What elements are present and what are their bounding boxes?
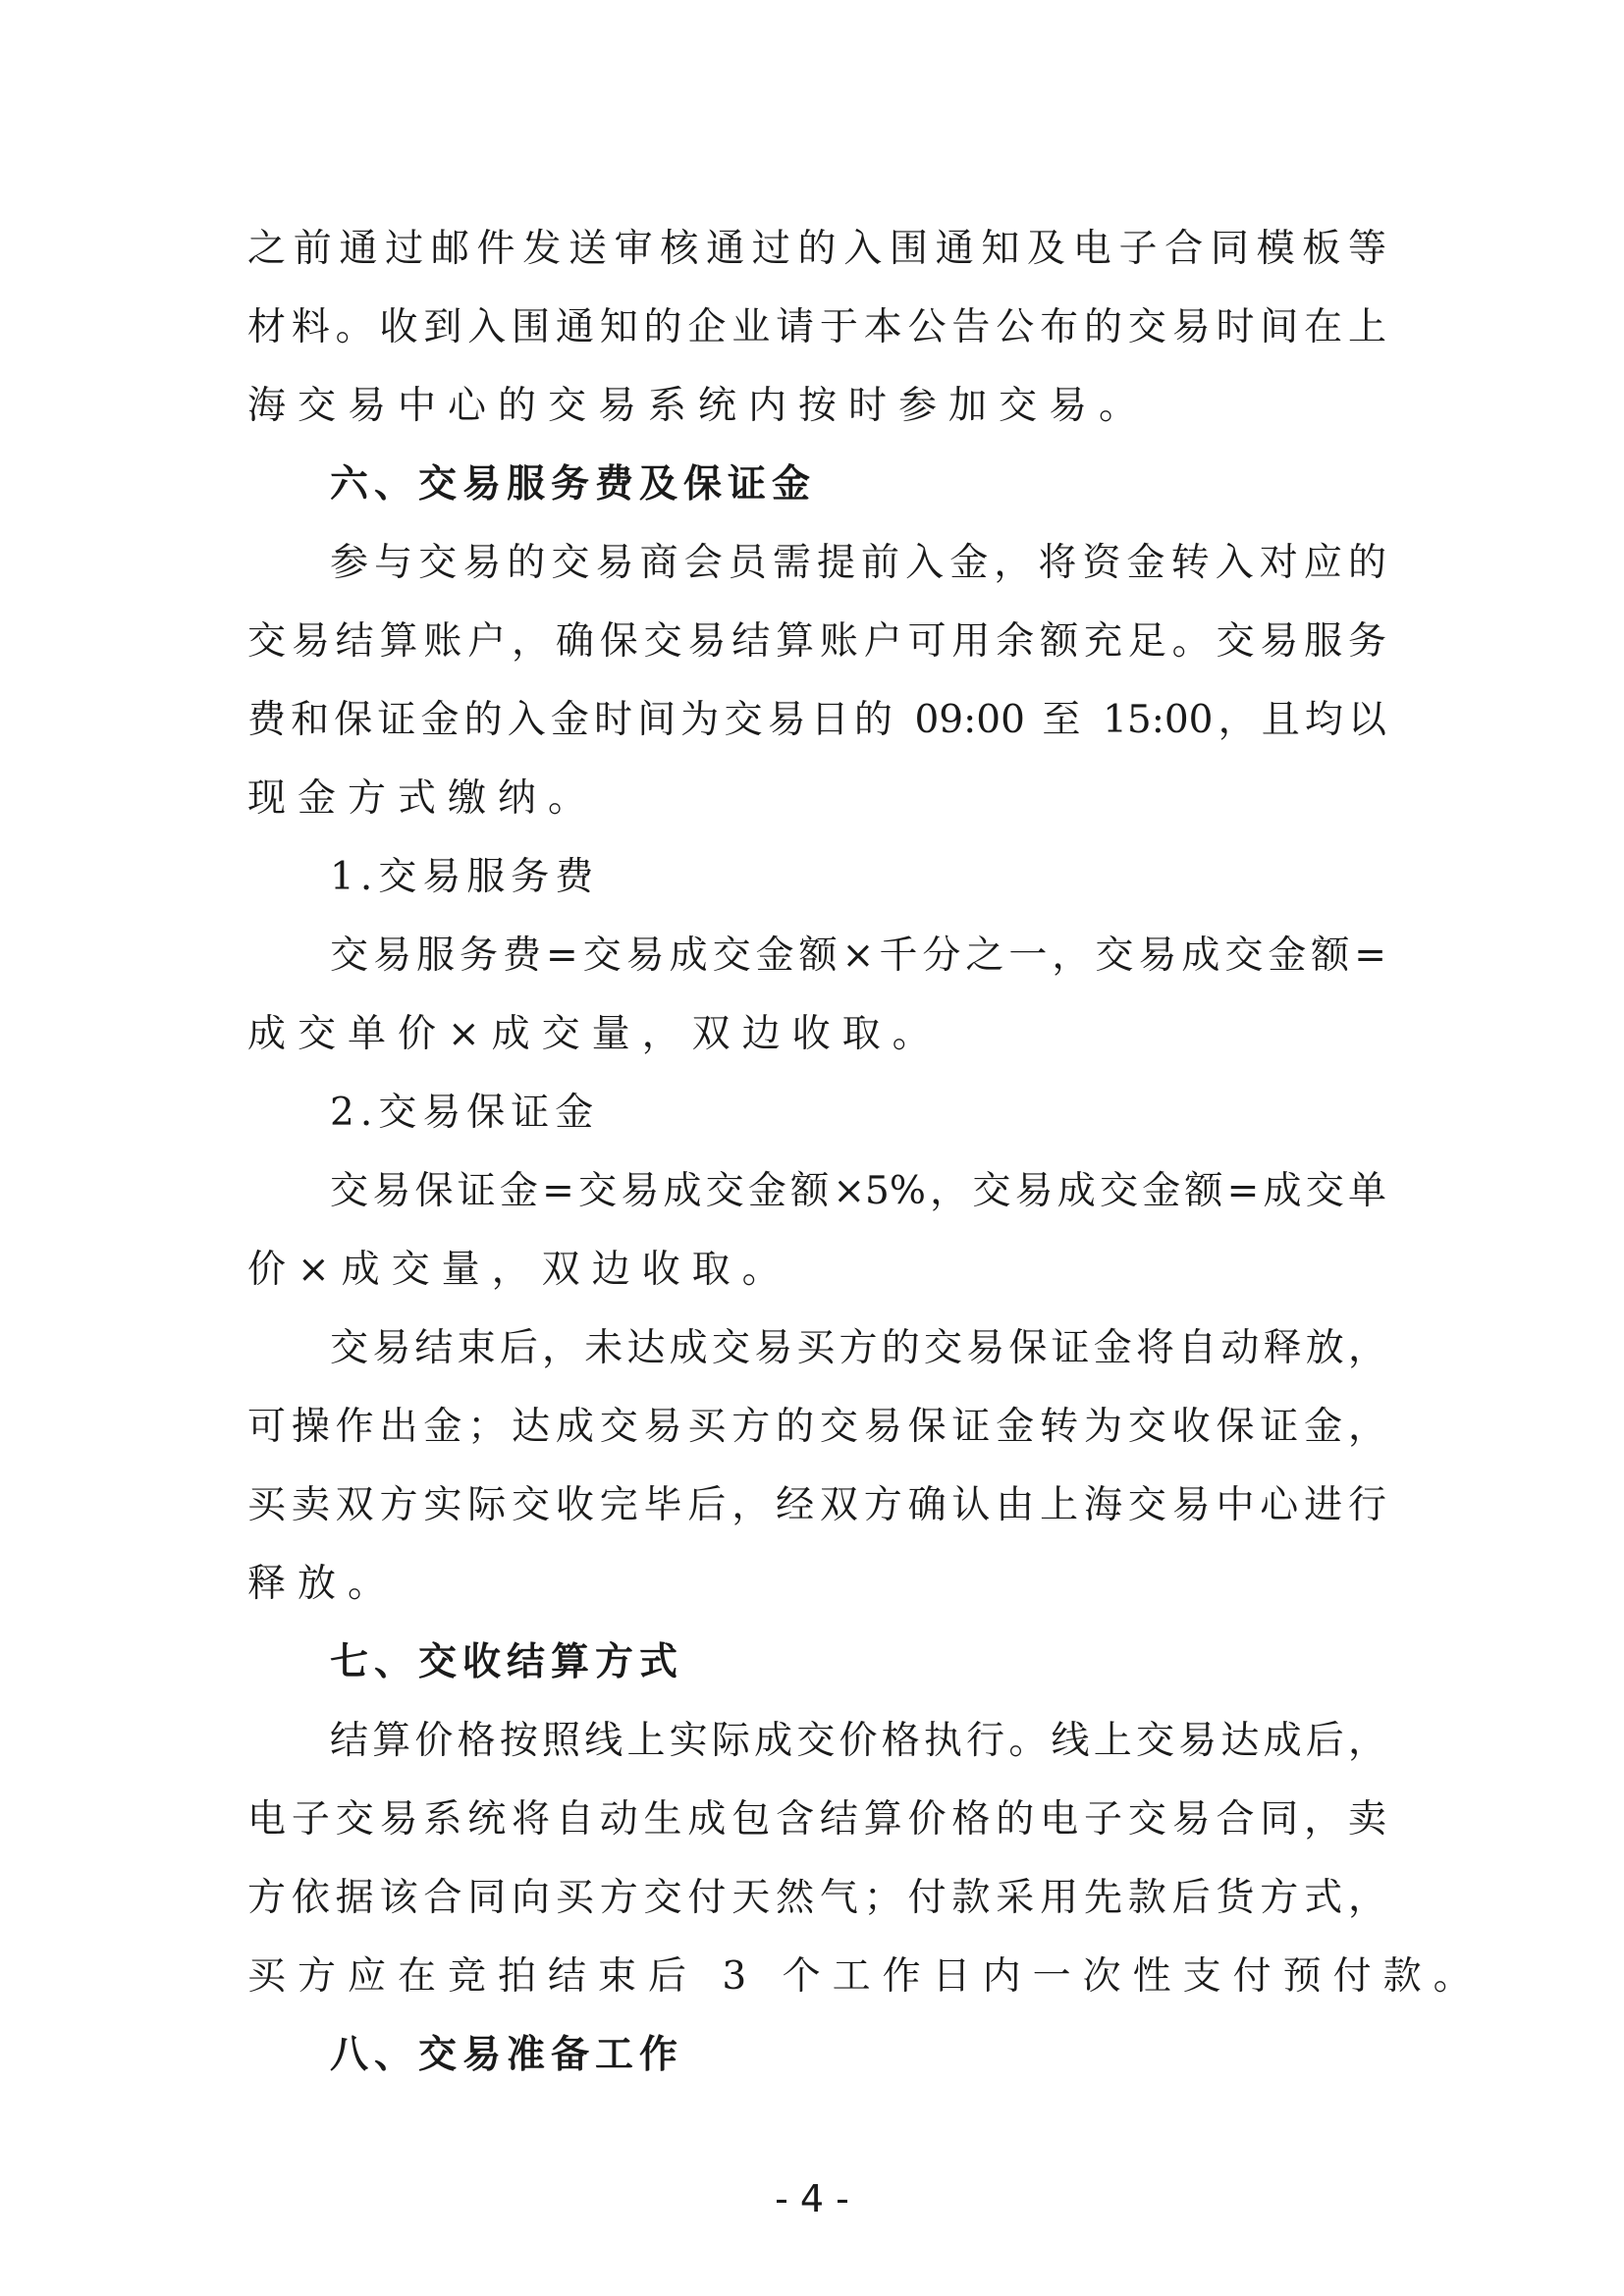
paragraph-line: 电子交易系统将自动生成包含结算价格的电子交易合同，卖: [247, 1797, 1386, 1842]
paragraph-line: 买方应在竞拍结束后 3 个工作日内一次性支付预付款。: [247, 1954, 1484, 1999]
paragraph-line: 价×成交量，双边收取。: [247, 1248, 792, 1292]
section-heading-7: 七、交收结算方式: [330, 1640, 684, 1684]
paragraph-line: 可操作出金；达成交易买方的交易保证金转为交收保证金，: [247, 1405, 1386, 1449]
paragraph-line: 费和保证金的入金时间为交易日的 09:00 至 15:00，且均以: [247, 698, 1386, 742]
paragraph-line: 海交易中心的交易系统内按时参加交易。: [247, 384, 1150, 428]
paragraph-line: 释放。: [247, 1562, 399, 1606]
paragraph-line: 现金方式缴纳。: [247, 776, 599, 821]
page-number: - 4 -: [775, 2177, 849, 2220]
subsection-heading-fee: 1.交易服务费: [330, 855, 600, 899]
paragraph-line: 参与交易的交易商会员需提前入金，将资金转入对应的: [330, 541, 1386, 585]
body-text: [247, 210, 1484, 2095]
paragraph-line: 交易结算账户，确保交易结算账户可用余额充足。交易服务: [247, 619, 1386, 664]
paragraph-line: 之前通过邮件发送审核通过的入围通知及电子合同模板等: [247, 227, 1386, 271]
subsection-heading-deposit: 2.交易保证金: [330, 1091, 600, 1135]
paragraph-line: 买卖双方实际交收完毕后，经双方确认由上海交易中心进行: [247, 1483, 1386, 1527]
section-heading-8: 八、交易准备工作: [330, 2033, 684, 2077]
paragraph-line: 成交单价×成交量，双边收取。: [247, 1012, 943, 1056]
paragraph-line: 方依据该合同向买方交付天然气；付款采用先款后货方式，: [247, 1876, 1386, 1920]
paragraph-line: 结算价格按照线上实际成交价格执行。线上交易达成后，: [330, 1719, 1386, 1763]
paragraph-line: 交易服务费=交易成交金额×千分之一，交易成交金额=: [330, 934, 1386, 978]
paragraph-line: 交易保证金=交易成交金额×5%，交易成交金额=成交单: [330, 1169, 1386, 1213]
paragraph-line: 材料。收到入围通知的企业请于本公告公布的交易时间在上: [247, 305, 1386, 349]
paragraph-line: 交易结束后，未达成交易买方的交易保证金将自动释放，: [330, 1326, 1386, 1370]
section-heading-6: 六、交易服务费及保证金: [330, 462, 817, 507]
